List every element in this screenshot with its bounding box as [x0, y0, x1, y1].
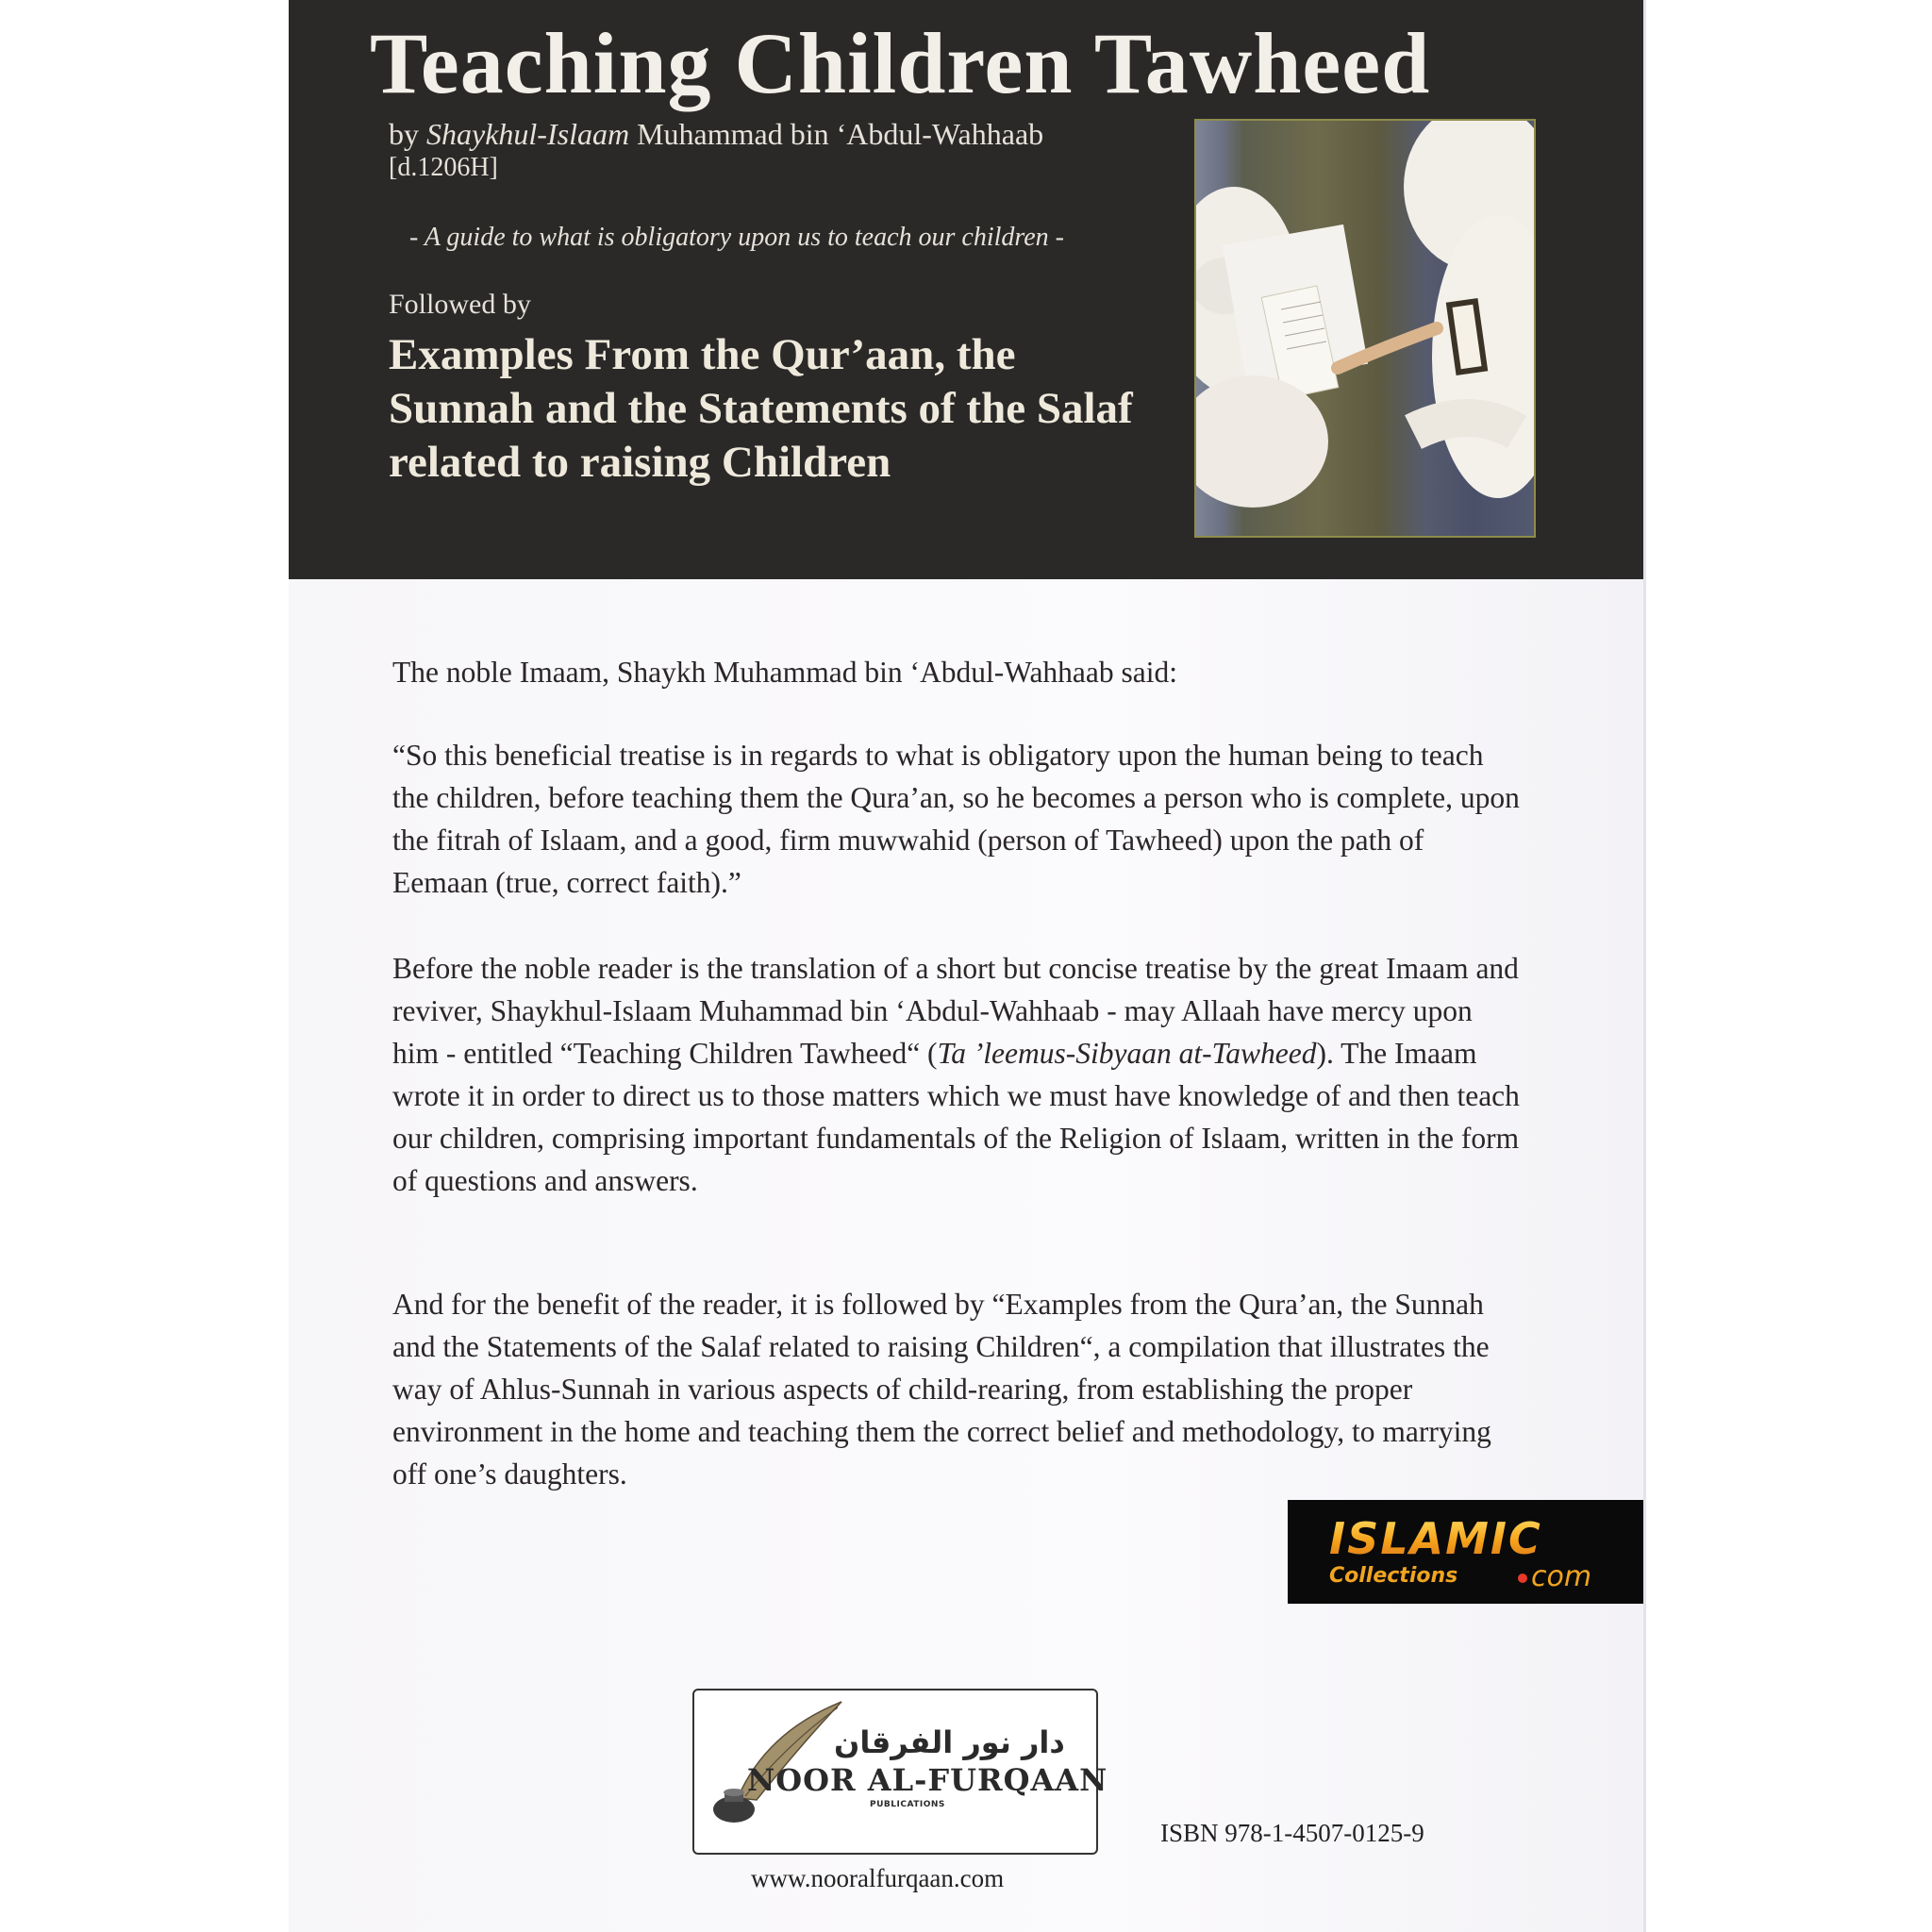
publisher-logo	[692, 1689, 1108, 1855]
badge-main-text: ISLAMIC	[1329, 1513, 1542, 1564]
author-name: Muhammad bin ‘Abdul-Wahhaab	[637, 117, 1044, 151]
followed-by-label: Followed by	[389, 289, 531, 320]
description-text-2: ). The Imaam wrote it in order to direct us to those matters which we must have knowledge of and then teach our children, comprising important fundamentals of the Religion of Islaam, written in the form of questions and answers.	[392, 1037, 1520, 1197]
by-label: by	[389, 117, 419, 151]
author-byline	[389, 117, 1043, 152]
author-death-date: [d.1206H]	[389, 153, 498, 182]
children-reading-illustration	[1196, 121, 1534, 536]
cover-photo	[1194, 119, 1536, 538]
second-work-title: Examples From the Qur’aan, the Sunnah and the Statements of the Salaf related to raising Children	[389, 330, 1133, 487]
badge-dot-icon	[1518, 1574, 1527, 1583]
publisher-tag: PUBLICATIONS	[870, 1800, 945, 1809]
intro-paragraph: The noble Imaam, Shaykh Muhammad bin ‘Abdul-Wahhaab said:	[392, 656, 1178, 689]
quote-paragraph: “So this beneficial treatise is in regards to what is obligatory upon the human being to teach the children, before teaching them the Qura’an, so he becomes a person who is complete, upon the fitrah of Islaam, and a good, firm muwwahid (person of Tawheed) upon the path of Eemaan (true, correct faith).”	[392, 739, 1520, 899]
description-text-1: Before the noble reader is the translation of a short but concise treatise by the great Imaam and reviver, Shaykhul-Islaam Muhammad bin ‘Abdul-Wahhaab - may Allaah have mercy upon him - entitled “Teaching Children Tawheed“ (	[392, 952, 1519, 1070]
cover-edge	[1643, 0, 1646, 1932]
guide-tagline: - A guide to what is obligatory upon us to teach our children -	[409, 223, 1064, 252]
description-paragraph	[392, 947, 1524, 1202]
isbn-number: ISBN 978-1-4507-0125-9	[1160, 1819, 1424, 1847]
badge-com-text: com	[1531, 1560, 1592, 1593]
badge-sub-text: Collections	[1329, 1564, 1458, 1588]
book-title: Teaching Children Tawheed	[370, 15, 1431, 111]
author-title: Shaykhul-Islaam	[426, 117, 630, 151]
islamic-collections-badge	[1288, 1500, 1643, 1604]
arabic-title-italic: Ta ’leemus-Sibyaan at-Tawheed	[937, 1037, 1317, 1070]
publisher-name: NOOR AL-FURQAAN	[747, 1762, 1108, 1798]
publisher-website: www.nooralfurqaan.com	[751, 1864, 1005, 1892]
benefit-paragraph: And for the benefit of the reader, it is followed by “Examples from the Qura’an, the Sunnah and the Statements of the Salaf related to raising Children“, a compilation that illustrates the way of Ahlus-Sunnah in various aspects of child-rearing, from establishing the proper environment in the home and teaching them the correct belief and methodology, to marrying off one’s daughters.	[392, 1288, 1491, 1491]
publisher-arabic-name: دار نور الفرقان	[834, 1724, 1065, 1760]
